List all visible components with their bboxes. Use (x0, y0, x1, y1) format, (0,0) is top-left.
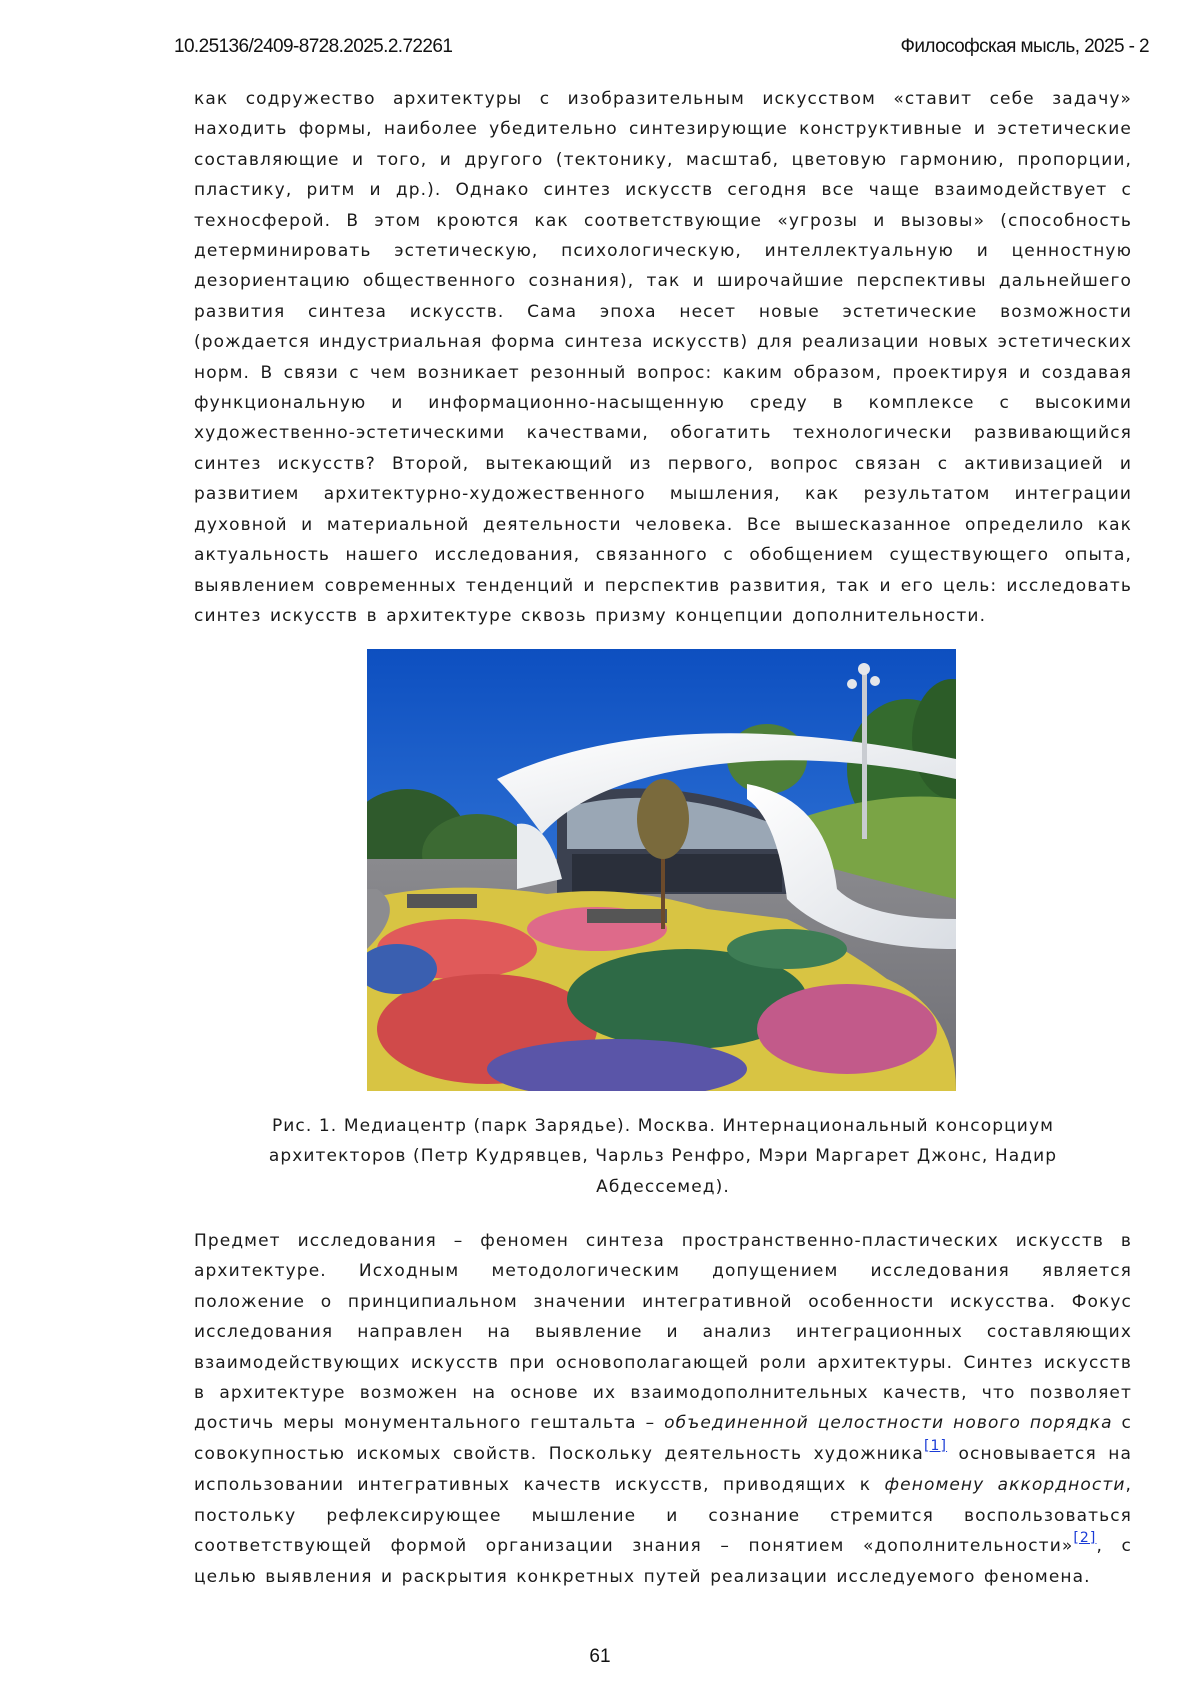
page-header (174, 36, 1149, 62)
body-paragraph-1 (194, 84, 1132, 631)
journal-title: Философская мысль, 2025 - 2 (900, 36, 1149, 57)
text-segment: с совокупностью искомых свойств. Поскольку деятельность художника (194, 1413, 1132, 1464)
text-segment: , с целью выявления и раскрытия конкретных путей реализации исследуемого феномена. (194, 1536, 1132, 1588)
footnote-link-2[interactable]: [2] (1073, 1530, 1097, 1547)
doi-text: 10.25136/2409-8728.2025.2.72261 (174, 36, 453, 57)
figure-caption: Рис. 1. Медиацентр (парк Зарядье). Москва. Интернациональный консорциум архитекторов (Петр Кудрявцев, Чарльз Ренфро, Мэри Маргарет Джонс, Надир Абдессемед). (268, 1116, 1058, 1197)
page-number: 61 (589, 1646, 611, 1667)
paragraph-text: как содружество архитектуры с изобразительным искусством «ставит себе задачу» находить формы, наиболее убедительно синтезирующие конструктивные и эстетические составляющие и того, и другого (тектонику, масштаб, цветовую гармонию, пропорции, пластику, ритм и др.). Однако синтез искусств сегодня все чаще взаимодействует с техносферой. В этом кроются как соответствующие «угрозы и вызовы» (способность детерминировать эстетическую, психологическую, интеллектуальную и ценностную дезориентацию общественного сознания), так и широчайшие перспективы дальнейшего развития синтеза искусств. Сама эпоха несет новые эстетические возможности (рождается индустриальная форма синтеза искусств) для реализации новых эстетических норм. В связи с чем возникает резонный вопрос: каким образом, проектируя и создавая функциональную и информационно-насыщенную среду в комплексе с высокими художественно-эстетическими качествами, обогатить технологически развивающийся синтез искусств? Второй, вытекающий из первого, вопрос связан с активизацией и развитием архитектурно-художественного мышления, как результатом интеграции духовной и материальной деятельности человека. Все вышесказанное определило как актуальность нашего исследования, связанного с обобщением существующего опыта, выявлением современных тенденций и перспектив развития, так и его цель: исследовать синтез искусств в архитектуре сквозь призму концепции дополнительности. (194, 89, 1132, 626)
italic-phrase: объединенной целостности нового порядка (664, 1413, 1113, 1434)
text-segment: Предмет исследования – феномен синтеза пространственно-пластических искусств в архитектуре. Исходным методологическим допущением исследования является положение о принципиальном значении интегративной особенности искусства. Фокус исследования направлен на выявление и анализ интеграционных составляющих взаимодействующих искусств при основополагающей роли архитектуры. Синтез искусств в архитектуре возможен на основе их взаимодополнительных качеств, что позволяет достичь меры монументального гештальта – (194, 1231, 1132, 1434)
text-segment: основывается на использовании интегративных качеств искусств, приводящих к (194, 1443, 1132, 1496)
paragraph-text (194, 1226, 1132, 1593)
figure-photo-mediacenter (367, 649, 956, 1091)
text-segment: , постольку рефлексирующее мышление и сознание стремится воспользоваться соответствующей формой организации знания – понятием «дополнительности» (194, 1475, 1132, 1557)
italic-phrase: феномену аккордности (884, 1475, 1126, 1496)
mediacenter-photo-illustration (367, 649, 956, 1091)
body-paragraph-2 (194, 1226, 1132, 1593)
footnote-link-1[interactable]: [1] (923, 1437, 948, 1454)
